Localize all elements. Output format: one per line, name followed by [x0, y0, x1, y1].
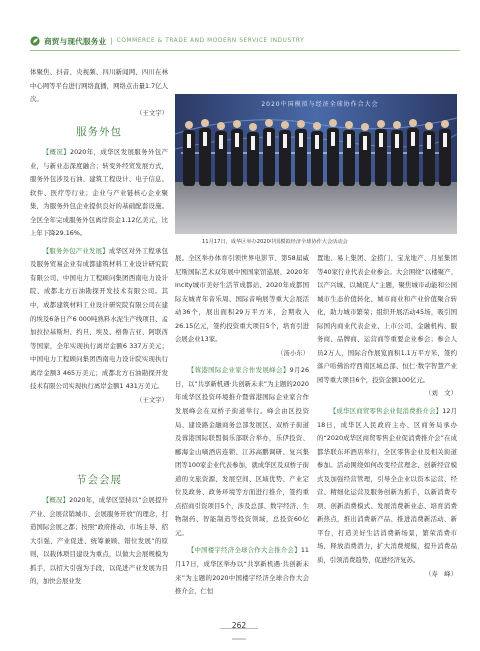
outsourcing-signature: （王文宇）	[136, 395, 168, 404]
photo-caption: 11月17日，成华区举办2020中国模拟经济全球协作大会活动会	[202, 239, 348, 245]
running-header	[30, 34, 460, 48]
event-photo	[175, 94, 457, 234]
outsourcing-development-text: 成华区对外工程承包及服务贸易企业有成都建筑材料工业设计研究院有限公司、中国电力工程顾问集团西南电力设计院、成都北方石油勘探开发技术有限公司。其中，成都建筑材料工业设计研究院有限公司在建的埃及6条日产6 000吨熟料水泥生产线项目、孟加拉拉基斯坦、约旦、埃及、格鲁吉亚、阿联酋等国家，全年实现执行离岸金额6 337万美元；中国电力工程顾问集团西南电力设计院实现执行离岸金额3 465万美元；成都北方石油勘探开发技术有限公司实现执行离岸金额1 431万美元。	[30, 246, 169, 391]
col3	[317, 252, 457, 581]
header-title: 商贸与现代服务业	[44, 36, 107, 46]
col1-outsourcing	[30, 146, 168, 407]
leaf-logo-icon	[30, 36, 40, 46]
outsourcing-overview-keyword: 【概况】	[42, 148, 71, 156]
col3-continuation: 置地、易上集团、金捞门、宝龙地产、月星集团等40家行业代表企业参会。大会围绕“以楼聚产、以产兴城、以城促人”主题，聚焦城市动能和公园城市生态价值转化、城市商业和产业价值聚合转化，助力城市繁荣；组织开展活动45场，吸引国际国内商业代表企业、上市公司、金融机构、服务商、品牌商、运营商等重要企业参会；参会人员2万人，国际合作展览面积1.1万平方米，签约落户哈佛治疗西南区域总部、恒仁·数字智慧产业园等重大项目6个，投资金额100亿元。	[317, 254, 457, 384]
outsourcing-overview	[30, 146, 168, 241]
building-economy-keyword: 【中国楼宇经济全球合作大会推介会】	[187, 546, 301, 555]
col3-continuation-signature: （刘 文）	[425, 389, 457, 398]
hk-summit-text: 9月26日，以“共享新机遇·共创新未来”为主题的2020年成华区投资环境推介暨蓉港国际企业家合作发展峰会在双桥子街道举行。峰会由区投资局、建设路金融商务总部发展区、双桥子街道及蓉港国际联盟俱乐部联合举办，乐伊投资、郦海金山嘀酒店连锁、江苏高鹏调研、复兴集团等100家企业代表参加，就成华区及双桥子街道的文旅资源、发展空间、区域优势、产业定位及政务、政务环境等方面进行推介，签约重点招商引资项目5个，涉及总部、数字经济、生物制药、智能制造等投资领域，总投资60亿元。	[175, 366, 310, 537]
col2	[175, 252, 309, 599]
col1-expo	[30, 494, 168, 589]
building-economy-text: 11月17日，成华区举办以“共享新机遇·共创新未来”为主题的2020中国楼宇经济全球合作大会推介会，仁恒	[175, 546, 309, 596]
hk-summit-paragraph	[175, 364, 309, 540]
header-english-title: COMMERCE & TRADE AND MODERN SERVICE INDUSTRY	[116, 38, 305, 44]
col1-intro	[30, 66, 168, 120]
consumption-signature: （寿 峰）	[425, 569, 457, 578]
outsourcing-development	[30, 245, 168, 394]
col1-intro-signature: （王文宇）	[136, 108, 168, 117]
page-number: 262	[231, 621, 247, 630]
col1-intro-text: 体聚焦、抖音、央视频、四川新闻网、四川在林中心网等平台进行网络直播，网络点击量1.7亿人次。	[30, 68, 168, 104]
expo-overview	[30, 494, 168, 589]
outsourcing-overview-text: 2020年，成华区发展服务外包产业，与新业态深度融合；转变外经贸发展方式，服务外包涉及石油、建筑工程设计、电子信息、软件、医疗等行业；企业与产业链核心企业聚集，为服务外包企业提供良好的基础配套设施。全区全年完成服务外包离岸资金1.12亿美元，比上年下降29.16%。	[30, 148, 168, 238]
header-rule	[30, 50, 460, 51]
page-bottom-mark	[232, 638, 246, 640]
photo-banner-text: 2020中国模拟与经济全球协作合大会	[261, 101, 379, 108]
outsourcing-development-keyword: 【服务外包产业发展】	[42, 246, 109, 255]
hk-summit-keyword: 【蓉港国际企业家合作发展峰会】	[187, 366, 290, 375]
consumption-keyword: 【成华区商贸零售企业促消费推介会】	[329, 407, 443, 416]
section-heading-outsourcing: 服务外包	[76, 126, 122, 138]
section-heading-expo: 节会会展	[76, 474, 122, 486]
col2-continuation: 展。全区举办体育引领世界电影节、第58届威尼斯国际艺术双年展中国国家馆巡展、2020年incity城市美好生活节成都站、2020年成都国际友城青年音乐周、国际音响展等重大会展活动36个，展出面积29万平方米，会期收入26.15亿元，签约投资重大项目5个，培育引进会展企业13家。	[175, 254, 309, 344]
event-photo-illustration	[175, 94, 457, 234]
header-separator: |	[110, 37, 113, 45]
consumption-paragraph	[317, 405, 457, 568]
col2-continuation-signature: （汤小东）	[277, 348, 309, 357]
consumption-text: 12月18日，成华区人民政府主办、区商务局承办的“2020成华区商贸零售企业促消费推介会”在成都华联东环酒店举行，全区零售企业及相关街道参加。活动围绕如何改变经营理念、创新经营模式及加强经营管理，引导全企业以资本运营、经营、精细化运营及服务创新为抓手，以新消费专项、创新消费模式、发展消费新业态、培育消费新热点，推出消费新产品、推进消费新活动、新平台，打造美好生活消费新场景，繁荣消费市场，释放消费潜力，扩大消费规模，提升消费品质，引领消费趋势，促进经济复苏。	[317, 407, 457, 565]
expo-overview-keyword: 【概况】	[42, 496, 70, 504]
expo-overview-text: 2020年，成华区坚持以“会展提升产业、会展营销城市、会展服务开放”的理念，打造国际会展之都；按照“政府推动、市场主导、招大引强、产业促进、统筹兼顾、错位发展”的原则，以载体项目建设为重点，以做大会展规模为抓手，以招大引强为手段，以促进产业发展为目的，加快会展业发	[30, 496, 168, 586]
building-economy-paragraph	[175, 544, 309, 598]
